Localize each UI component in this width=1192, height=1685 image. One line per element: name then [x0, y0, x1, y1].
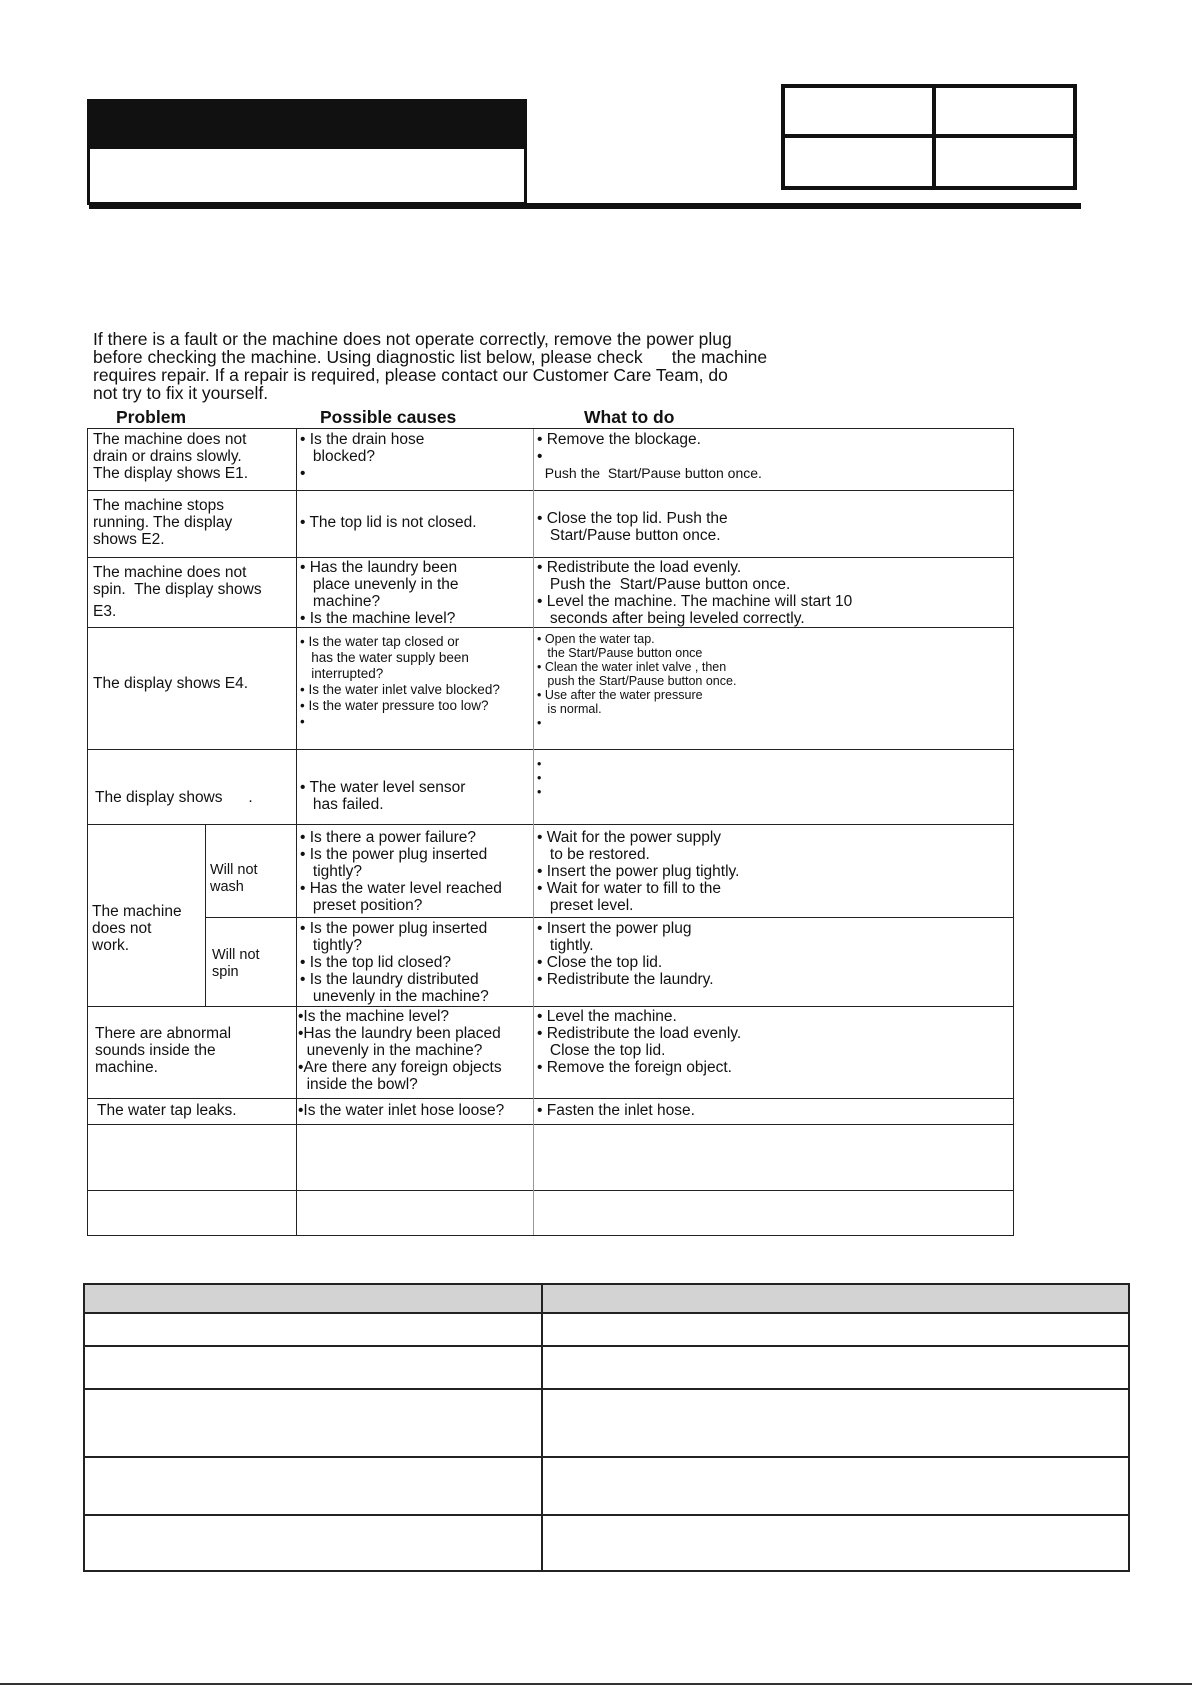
text-line: Push the Start/Pause button once.	[537, 465, 762, 481]
text-line: • Redistribute the load evenly.	[537, 1025, 742, 1042]
text-line: running. The display	[93, 514, 233, 531]
text-line: wash	[210, 879, 244, 895]
text-line: •Has the laundry been placed	[298, 1025, 501, 1042]
subproblem-wash	[210, 862, 258, 896]
text-line: The machine does not	[93, 564, 247, 581]
problem-cell	[93, 675, 248, 692]
text-line: •Are there any foreign objects	[298, 1059, 502, 1076]
text-line: does not	[92, 920, 152, 937]
header-subtitle-box	[87, 149, 527, 205]
causes-cell	[300, 514, 477, 531]
text-line: The display shows E4.	[93, 675, 249, 692]
text-line: blocked?	[300, 448, 375, 465]
text-line: •	[300, 465, 306, 482]
text-line: •Is the water inlet hose loose?	[298, 1102, 505, 1119]
todo-cell	[537, 1102, 695, 1119]
text-line: Start/Pause button once.	[537, 527, 721, 544]
text-line: • Remove the blockage.	[537, 431, 701, 448]
text-line: • Is the power plug inserted	[300, 846, 488, 863]
text-line: • Close the top lid. Push the	[537, 510, 728, 527]
text-line: •	[537, 716, 542, 730]
text-line: sounds inside the	[95, 1042, 216, 1059]
text-line: spin	[212, 964, 239, 980]
troubleshooting-table	[87, 428, 1014, 1236]
text-line: The machine	[92, 903, 182, 920]
text-line: tightly.	[537, 937, 594, 954]
intro-line: requires repair. If a repair is required, please contact our Customer Care Team, do	[93, 365, 728, 385]
text-line: • Is the water inlet valve blocked?	[300, 682, 500, 697]
problem-cell	[93, 431, 248, 482]
text-line: •	[537, 771, 542, 785]
text-line: the Start/Pause button once	[537, 646, 703, 660]
text-line: • Fasten the inlet hose.	[537, 1102, 695, 1119]
todo-cell	[537, 431, 762, 482]
text-line: The display shows .	[95, 789, 253, 806]
header-info-grid	[781, 84, 1077, 190]
text-line: seconds after being leveled correctly.	[537, 610, 805, 627]
intro-line: before checking the machine. Using diagnostic list below, please check the machine	[93, 347, 768, 367]
todo-cell	[537, 559, 852, 627]
text-line: • Insert the power plug	[537, 920, 692, 937]
text-line: The display shows E1.	[93, 465, 249, 482]
text-line: The machine stops	[93, 497, 224, 514]
text-line: The machine does not	[93, 431, 247, 448]
problem-cell	[95, 1025, 231, 1076]
causes-cell	[300, 431, 424, 482]
text-line: unevenly in the machine?	[300, 988, 489, 1005]
text-line: has the water supply been	[300, 650, 469, 665]
text-line: Will not	[212, 947, 260, 963]
text-line: • Open the water tap.	[537, 632, 655, 646]
text-line: machine?	[300, 593, 381, 610]
specifications-table	[83, 1283, 1130, 1572]
text-line: • Is the top lid closed?	[300, 954, 452, 971]
text-line: Close the top lid.	[537, 1042, 666, 1059]
column-heading-causes: Possible causes	[320, 407, 457, 427]
text-line: • Is the drain hose	[300, 431, 425, 448]
intro-line: not try to fix it yourself.	[93, 383, 269, 403]
text-line: drain or drains slowly.	[93, 448, 242, 465]
todo-cell	[537, 920, 714, 988]
text-line: • Insert the power plug tightly.	[537, 863, 740, 880]
text-line: preset level.	[537, 897, 634, 914]
text-line: • Redistribute the laundry.	[537, 971, 714, 988]
text-line: • The water level sensor	[300, 779, 466, 796]
text-line: •	[300, 714, 305, 729]
causes-cell	[300, 920, 489, 1005]
text-line: • Clean the water inlet valve , then	[537, 660, 727, 674]
text-line: is normal.	[537, 702, 602, 716]
todo-cell	[537, 632, 736, 730]
text-line: • Has the laundry been	[300, 559, 458, 576]
todo-cell	[537, 1008, 741, 1076]
text-line: •	[537, 757, 542, 771]
header-rule	[89, 203, 1081, 209]
problem-cell	[95, 789, 253, 806]
text-line: shows E2.	[93, 531, 165, 548]
text-line: push the Start/Pause button once.	[537, 674, 737, 688]
text-line: • Is the laundry distributed	[300, 971, 479, 988]
text-line: place unevenly in the	[300, 576, 459, 593]
text-line: unevenly in the machine?	[298, 1042, 483, 1059]
text-line: preset position?	[300, 897, 423, 914]
column-heading-problem: Problem	[116, 407, 187, 427]
text-line: • Redistribute the load evenly.	[537, 559, 742, 576]
todo-cell	[537, 829, 739, 914]
text-line: interrupted?	[300, 666, 384, 681]
intro-line: If there is a fault or the machine does not operate correctly, remove the power plug	[93, 329, 732, 349]
text-line: inside the bowl?	[298, 1076, 418, 1093]
text-line: has failed.	[300, 796, 384, 813]
causes-cell	[300, 559, 459, 627]
text-line: • Is the power plug inserted	[300, 920, 488, 937]
text-line: • Wait for water to fill to the	[537, 880, 722, 897]
causes-cell	[300, 779, 465, 813]
text-line: • Is there a power failure?	[300, 829, 477, 846]
problem-cell	[93, 497, 232, 548]
text-line: • Wait for the power supply	[537, 829, 722, 846]
text-line: •Is the machine level?	[298, 1008, 450, 1025]
todo-cell	[537, 757, 541, 799]
causes-cell	[298, 1102, 504, 1119]
text-line: • Is the machine level?	[300, 610, 456, 627]
text-line: • Close the top lid.	[537, 954, 663, 971]
subproblem-spin	[212, 947, 260, 981]
text-line: • Level the machine. The machine will start 10	[537, 593, 853, 610]
text-line: to be restored.	[537, 846, 650, 863]
text-line: tightly?	[300, 937, 363, 954]
text-line: • The top lid is not closed.	[300, 514, 477, 531]
text-line: Will not	[210, 862, 258, 878]
intro-text	[93, 330, 993, 402]
text-line: • Remove the foreign object.	[537, 1059, 732, 1076]
text-line: work.	[92, 937, 130, 954]
header-title-bar	[87, 99, 527, 149]
text-line: machine.	[95, 1059, 158, 1076]
text-line: • Is the water tap closed or	[300, 634, 460, 649]
text-line: E3.	[93, 603, 117, 620]
text-line: • Level the machine.	[537, 1008, 677, 1025]
text-line: • Is the water pressure too low?	[300, 698, 489, 713]
text-line: • Has the water level reached	[300, 880, 502, 897]
table-header	[85, 1285, 1128, 1314]
causes-cell	[300, 829, 502, 914]
causes-cell	[298, 1008, 502, 1093]
column-heading-todo: What to do	[584, 407, 675, 427]
text-line: There are abnormal	[95, 1025, 232, 1042]
text-line: tightly?	[300, 863, 363, 880]
text-line: Push the Start/Pause button once.	[537, 576, 791, 593]
text-line: spin. The display shows	[93, 581, 262, 598]
text-line: • Use after the water pressure	[537, 688, 703, 702]
text-line: •	[537, 785, 542, 799]
problem-cell	[97, 1102, 237, 1119]
todo-cell	[537, 510, 728, 544]
problem-cell	[92, 903, 182, 954]
text-line: •	[537, 448, 543, 465]
problem-cell	[93, 564, 262, 620]
text-line: The water tap leaks.	[97, 1102, 237, 1119]
causes-cell	[300, 634, 500, 730]
